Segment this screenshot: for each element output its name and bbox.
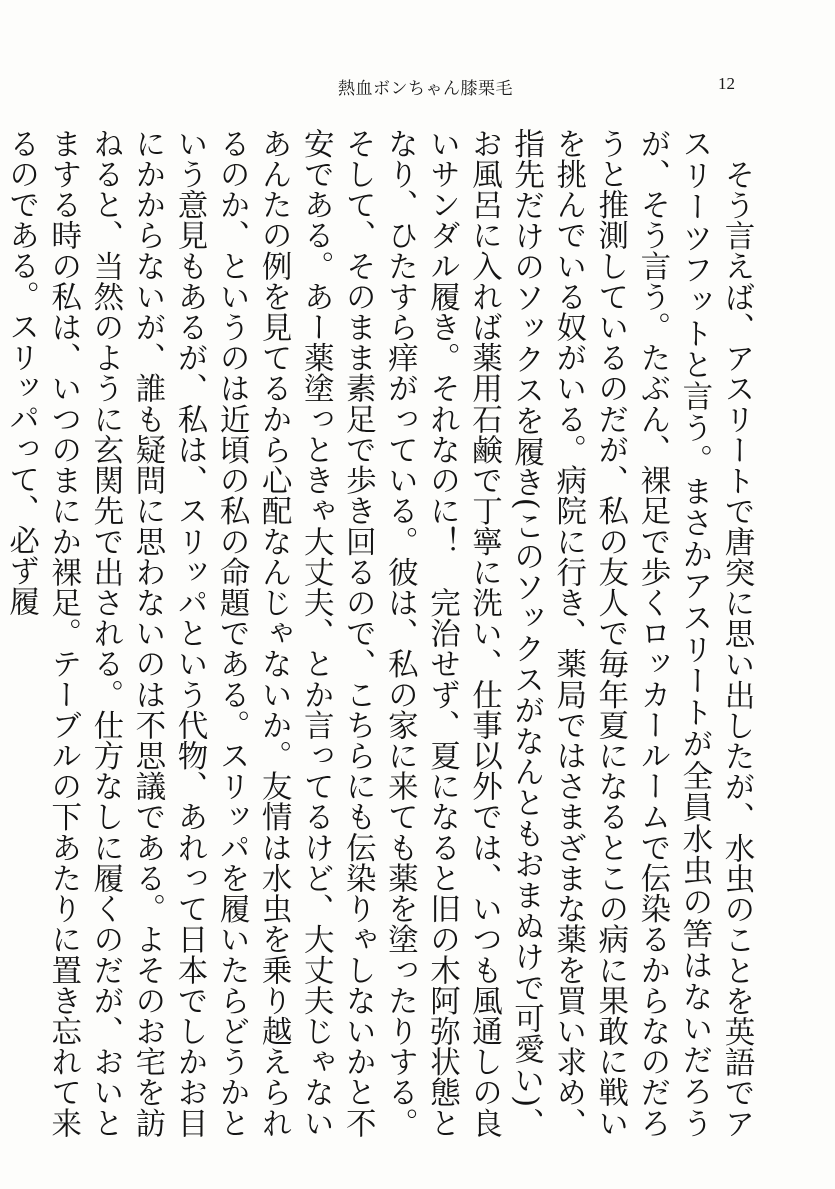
page-number: 12	[718, 74, 735, 93]
vertical-body-text	[3, 128, 757, 1139]
body-paragraph: そう言えば、アスリートで唐突に思い出したが、水虫のことを英語でアスリーツフットと言う。まさかアスリートが全員水虫の筈はないだろうが、そう言う。たぶん、裸足で歩くロッカールームで伝染るからなのだろうと推測しているのだが、私の友人で毎年夏になるとこの病に果敢に戦いを挑んでいる奴がいる。病院に行き、薬局ではさまざまな薬を買い求め、指先だけのソックスを履き(このソックスがなんともおまぬけで可愛い)、お風呂に入れば薬用石鹸で丁寧に洗い、仕事以外では、いつも風通しの良いサンダル履き。それなのに！ 完治せず、夏になると旧の木阿弥状態となり、ひたすら痒がっている。彼は、私の家に来ても薬を塗ったりする。そして、そのまま素足で歩き回るので、こちらにも伝染りゃしないかと不安である。あー薬塗っときゃ大丈夫、とか言ってるけど、大丈夫じゃないあんたの例を見てるから心配なんじゃないか。友情は水虫を乗り越えられるのか、というのは近頃の私の命題である。スリッパを履いたらどうかという意見もあるが、私は、スリッパという代物、あれって日本でしかお目にかからないが、誰も疑問に思わないのは不思議である。よそのお宅を訪ねると、当然のように玄関先で出される。仕方なしに履くのだが、おいとまする時の私は、いつのまにか裸足。テーブルの下あたりに置き忘れて来るのである。スリッパって、必ず履	[3, 128, 754, 1139]
running-title: 熱血ボンちゃん膝栗毛	[338, 79, 513, 99]
